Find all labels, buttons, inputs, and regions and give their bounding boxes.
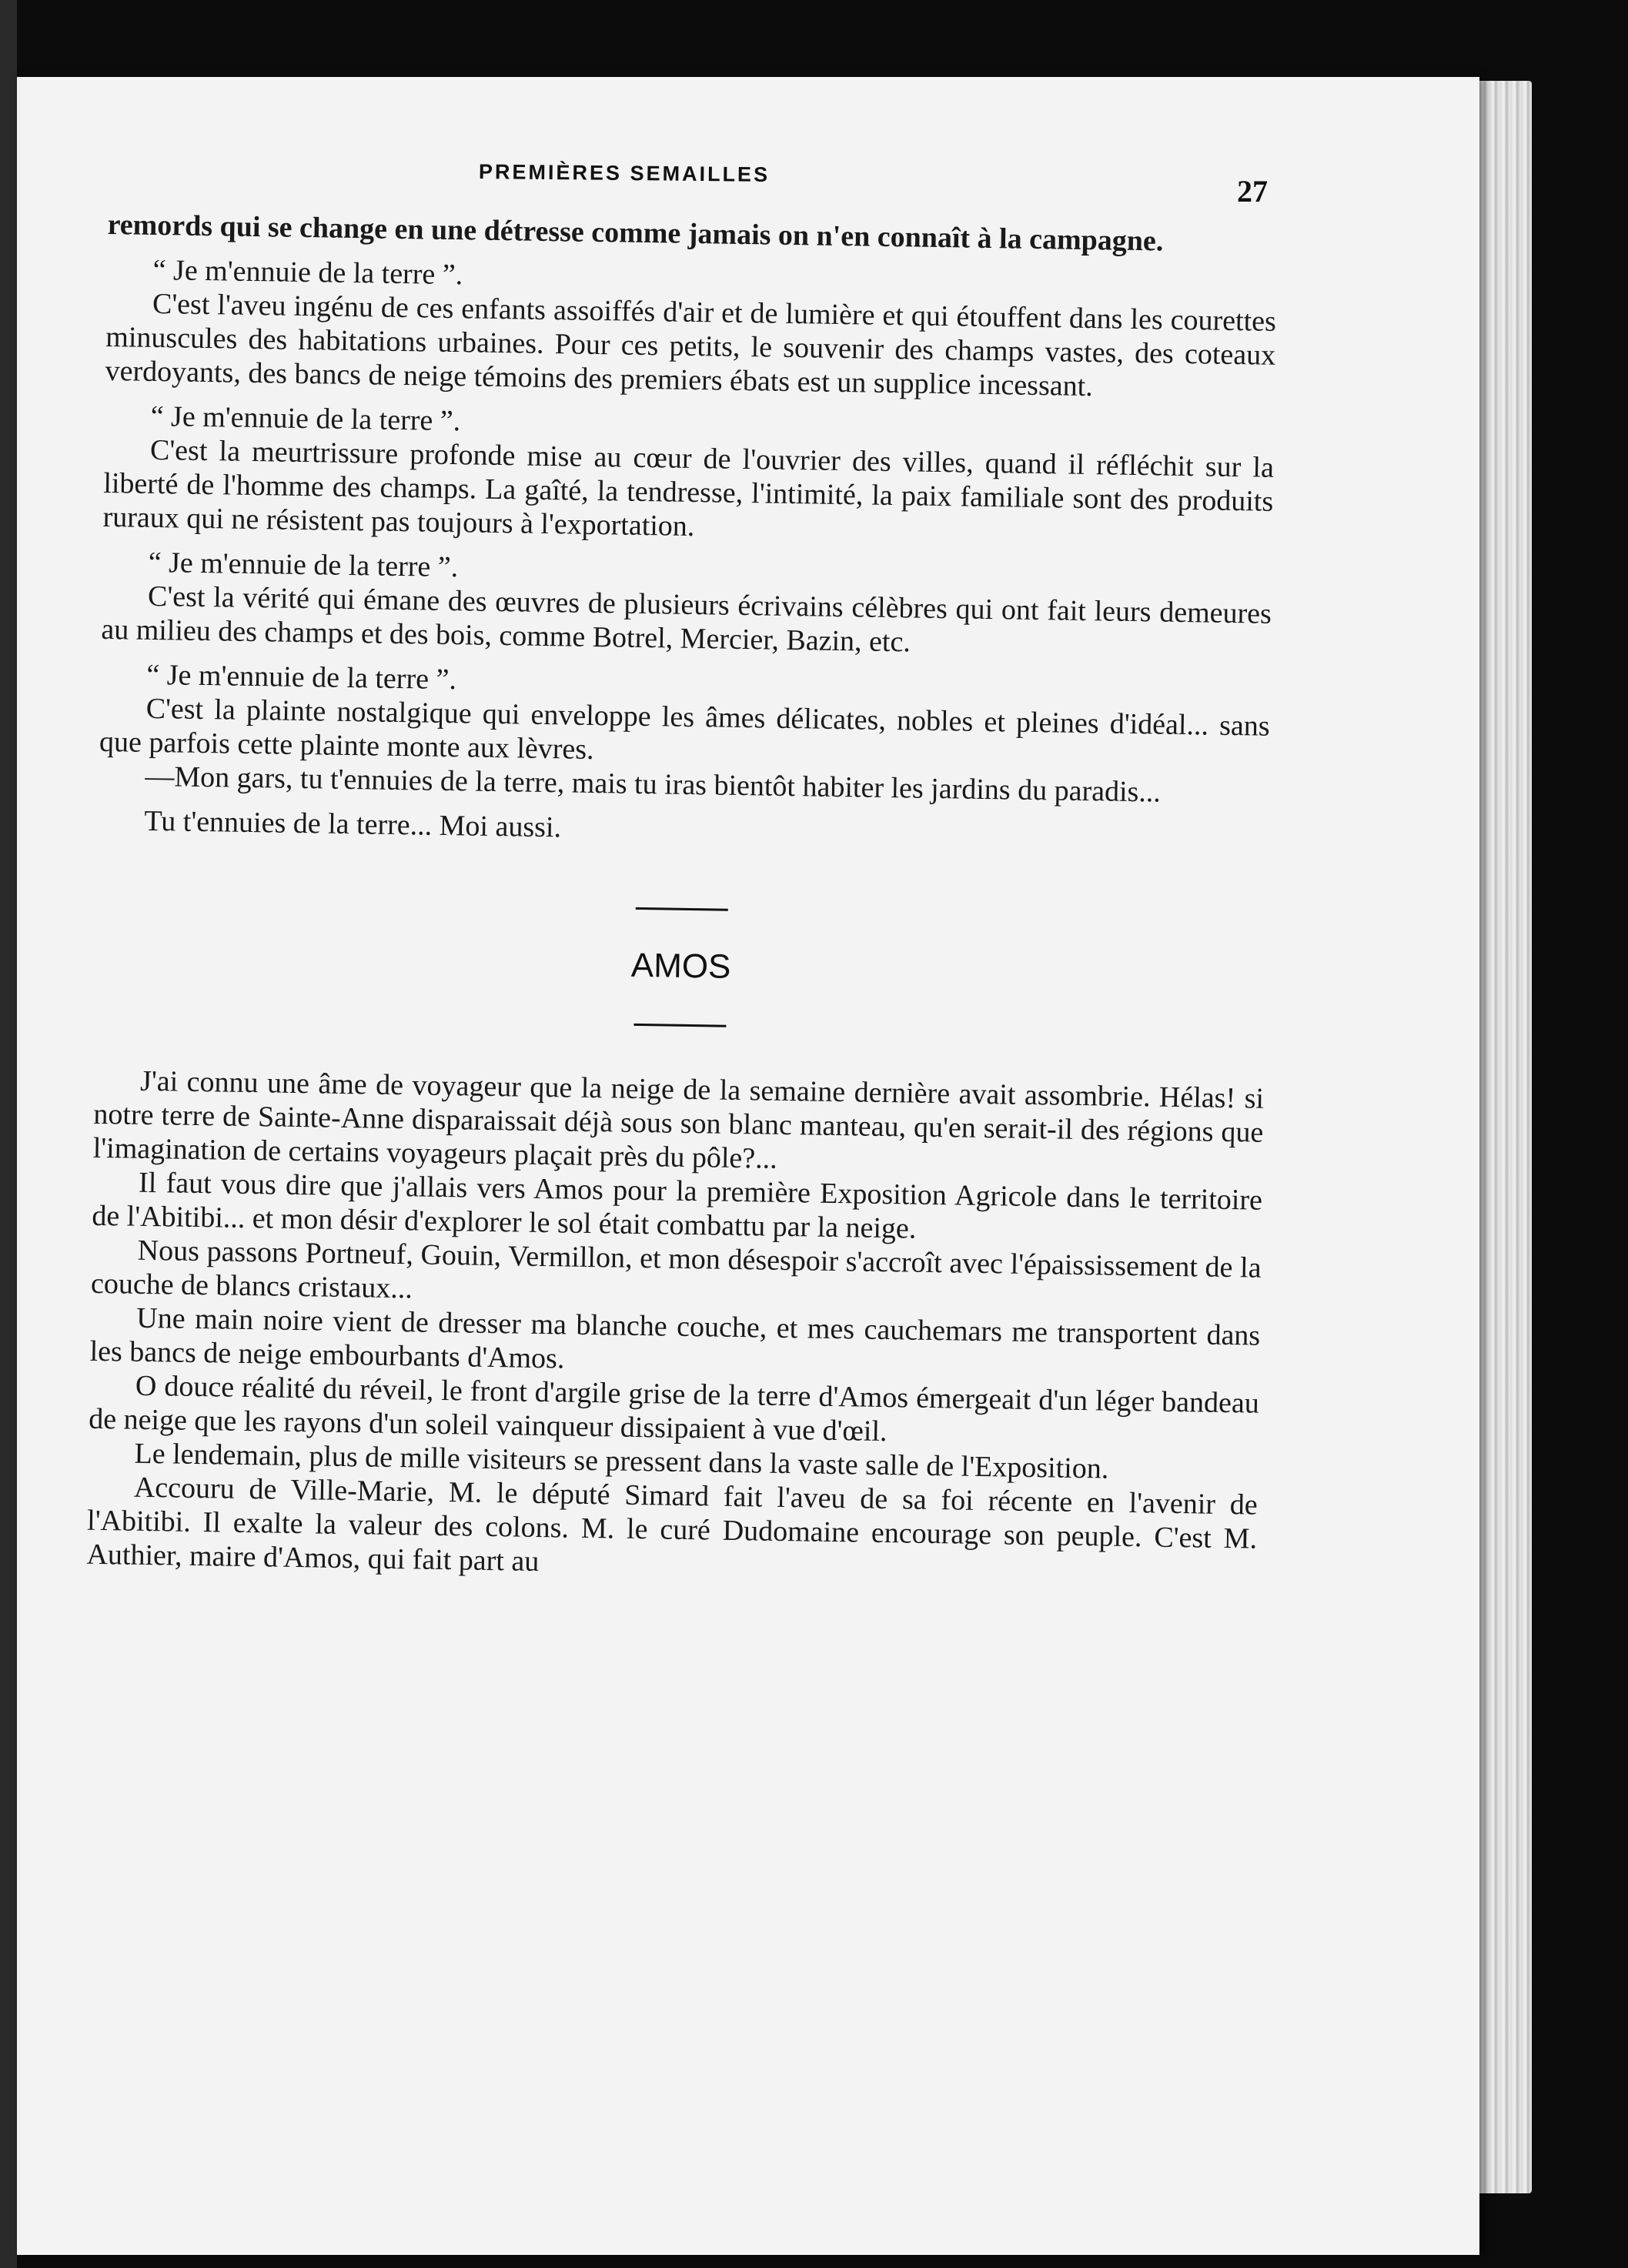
book-page (17, 77, 1479, 2255)
page-number: 27 (1237, 174, 1268, 209)
refrain-line: “ Je m'ennuie de la terre ”. (150, 399, 461, 438)
paragraph: Il faut vous dire que j'allais vers Amos pour la première Exposition Agricole dans le territoire de l'Abitibi... et mon désir d'explorer le sol était combattu par la neige. (92, 1166, 1263, 1245)
paragraph: —Mon gars, tu t'ennuies de la terre, mais tu iras bientôt habiter les jardins du paradis... (145, 760, 1162, 809)
refrain-line: “ Je m'ennuie de la terre ”. (148, 546, 459, 584)
paragraph: Une main noire vient de dresser ma blanche couche, et mes cauchemars me transportent dans les bancs de neige embourbants d'Amos. (89, 1301, 1261, 1375)
refrain-line: “ Je m'ennuie de la terre ”. (152, 253, 463, 292)
paragraph: C'est la plainte nostalgique qui enveloppe les âmes délicates, nobles et pleines d'idéal... sans que parfois cette plainte monte aux lèvres. (99, 692, 1270, 767)
paragraph: O douce réalité du réveil, le front d'argile grise de la terre d'Amos émergeait d'un léger bandeau de neige que les rayons d'un soleil vainqueur dissipaient à vue d'œil. (88, 1369, 1260, 1448)
paragraph: J'ai connu une âme de voyageur que la neige de la semaine dernière avait assombrie. Hélas! si notre terre de Sainte-Anne disparaissait déjà sous son blanc manteau, qu'en serait-il des régions que l'imagination de certains voyageurs plaçait près du pôle?... (92, 1064, 1265, 1175)
paragraph: Tu t'ennuies de la terre... Moi aussi. (144, 804, 562, 844)
paragraph: Nous passons Portneuf, Gouin, Vermillon, et mon désespoir s'accroît avec l'épaississement de la couche de blancs cristaux... (90, 1234, 1262, 1305)
section-title: AMOS (630, 946, 731, 986)
paragraph: C'est la vérité qui émane des œuvres de plusieurs écrivains célèbres qui ont fait leurs demeures au milieu des champs et des bois, comme Botrel, Mercier, Bazin, etc. (101, 580, 1272, 659)
paragraph: Accouru de Ville-Marie, M. le député Simard fait l'aveu de sa foi récente en l'avenir de l'Abitibi. Il exalte la valeur des colons. M. le curé Dudomaine encourage son peuple. C'est M. Authier, maire d'Amos, qui fait part au (86, 1471, 1259, 1578)
running-head: PREMIÈRES SEMAILLES (478, 160, 771, 186)
paragraph: Le lendemain, plus de mille visiteurs se pressent dans la vaste salle de l'Exposition. (134, 1437, 1109, 1485)
page-body (86, 208, 1278, 1590)
paragraph-continuation: remords qui se change en une détresse comme jamais on n'en connaît à la campagne. (107, 208, 1164, 258)
book-binding-edge (0, 0, 17, 2268)
paragraph: C'est la meurtrissure profonde mise au cœur de l'ouvrier des villes, quand il réfléchit sur la liberté de l'homme des champs. La gaîté, la tendresse, l'intimité, la paix familiale sont des produits ruraux qui ne résistent pas toujours à l'exportation. (102, 433, 1275, 543)
paragraph: C'est l'aveu ingénu de ces enfants assoiffés d'air et de lumière et qui étouffent dans les courettes minuscules des habitations urbaines. Pour ces petits, le souvenir des champs vastes, des coteaux verdoyants, des bancs de neige témoins des premiers ébats est un supplice incessant. (105, 287, 1277, 403)
refrain-line: “ Je m'ennuie de la terre ”. (146, 658, 457, 696)
section-divider-top (636, 907, 728, 911)
